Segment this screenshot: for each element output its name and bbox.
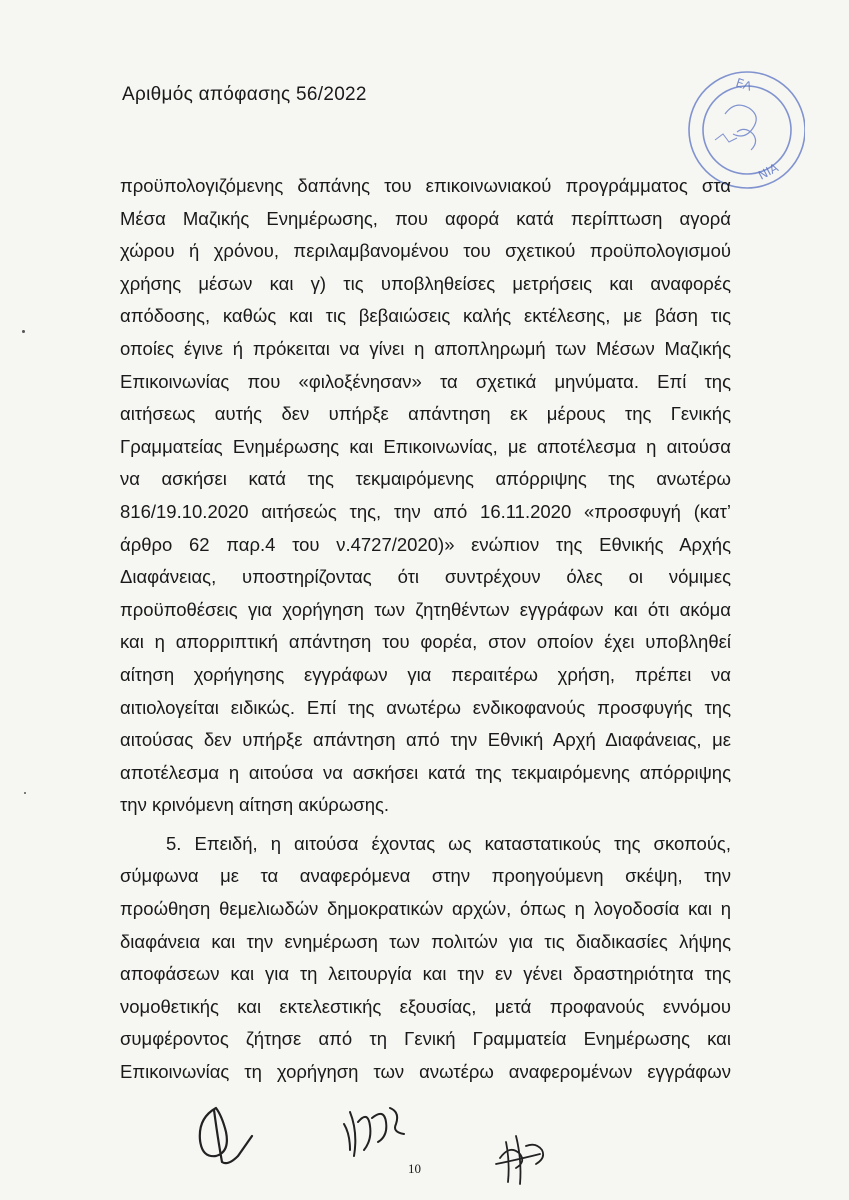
text-line: 5. Επειδή, η αιτούσα έχοντας ως καταστατικούς της σκοπούς, — [166, 832, 731, 854]
text-line: Γραμματείας Ενημέρωσης και Επικοινωνίας, με αποτέλεσμα η αιτούσα — [120, 435, 731, 457]
signature-2-icon — [336, 1102, 412, 1162]
text-line: αιτιολογείται ειδικώς. Επί της ανωτέρω ενδικοφανούς προσφυγής της — [120, 696, 731, 718]
text-line: Επικοινωνίας τη χορήγηση των ανωτέρω αναφερομένων εγγράφων — [120, 1061, 731, 1083]
text-line: Επικοινωνίας που «φιλοξένησαν» τα σχετικά μηνύματα. Επί της — [120, 370, 731, 392]
decision-number: Αριθμός απόφασης 56/2022 — [122, 84, 367, 105]
text-line: σύμφωνα με τα αναφερόμενα στην προηγούμενη σκέψη, την — [120, 865, 731, 887]
text-line: αποτέλεσμα η αιτούσα να ασκήσει κατά της τεκμαιρόμενης απόρριψης — [120, 761, 731, 783]
text-line: διαφάνεια και την ενημέρωση των πολιτών για τις διαδικασίες λήψης — [120, 930, 731, 952]
text-line: αποφάσεων και για τη λειτουργία και την εν γένει δραστηριότητα της — [120, 963, 731, 985]
text-line: να ασκήσει κατά της τεκμαιρόμενης απόρριψης της ανωτέρω — [120, 468, 731, 490]
text-line: προώθηση θεμελιωδών δημοκρατικών αρχών, όπως η λογοδοσία και η — [120, 898, 731, 920]
text-line: Μέσα Μαζικής Ενημέρωσης, που αφορά κατά περίπτωση αγορά — [120, 207, 731, 229]
text-line: νομοθετικής και εκτελεστικής εξουσίας, μετά προφανούς εννόμου — [120, 995, 731, 1017]
signature-3-icon — [486, 1128, 556, 1192]
svg-text:ΝΙΑ: ΝΙΑ — [755, 160, 781, 183]
paragraph — [120, 828, 731, 1089]
document-body — [120, 170, 731, 1089]
text-line: αιτούσας δεν υπήρξε απάντηση από την Εθνική Αρχή Διαφάνειας, με — [120, 729, 731, 751]
text-line: 816/19.10.2020 αιτήσεώς της, την από 16.11.2020 «προσφυγή (κατ’ — [120, 500, 731, 522]
text-line: οποίες έγινε ή πρόκειται να γίνει η αποπληρωμή των Μέσων Μαζικής — [120, 337, 731, 359]
signature-1-icon — [186, 1100, 266, 1170]
text-line: προϋπολογιζόμενης δαπάνης του επικοινωνιακού προγράμματος στα — [120, 175, 731, 196]
text-line: απόδοσης, καθώς και τις βεβαιώσεις καλής εκτέλεσης, με βάση τις — [120, 305, 731, 327]
svg-text:ΕΛ: ΕΛ — [734, 75, 754, 94]
text-line: χρήσης μέσων και γ) τις υποβληθείσες μετρήσεις και αναφορές — [120, 272, 731, 294]
text-line: χώρου ή χρόνου, περιλαμβανομένου του σχετικού προϋπολογισμού — [120, 240, 731, 262]
text-line: Διαφάνειας, υποστηρίζοντας ότι συντρέχουν όλες οι νόμιμες — [120, 566, 731, 588]
text-line: την κρινόμενη αίτηση ακύρωσης. — [120, 794, 390, 816]
paragraph — [120, 170, 731, 822]
text-line: αίτηση χορήγησης εγγράφων για περαιτέρω χρήση, πρέπει να — [120, 663, 731, 685]
text-line: άρθρο 62 παρ.4 του ν.4727/2020)» ενώπιον της Εθνικής Αρχής — [120, 533, 731, 555]
text-line: και η απορριπτική απάντηση του φορέα, στον οποίον έχει υποβληθεί — [120, 631, 731, 653]
text-line: συμφέροντος ζήτησε από τη Γενική Γραμματεία Ενημέρωσης και — [120, 1028, 731, 1050]
text-line: προϋποθέσεις για χορήγηση των ζητηθέντων εγγράφων και ότι ακόμα — [120, 598, 731, 620]
text-line: αιτήσεως αυτής δεν υπήρξε απάντηση εκ μέρους της Γενικής — [120, 403, 731, 425]
page-number: 10 — [408, 1161, 421, 1176]
